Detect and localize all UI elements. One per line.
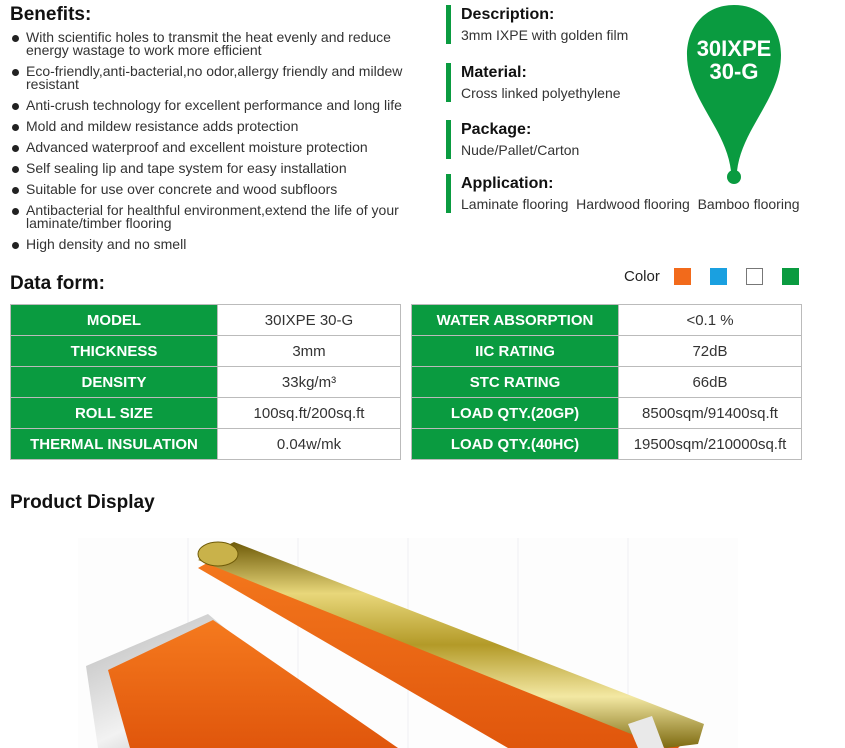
table-key: LOAD QTY.(40HC) <box>412 429 619 460</box>
table-value: 33kg/m³ <box>218 367 401 398</box>
table-value: 8500sqm/91400sq.ft <box>619 398 802 429</box>
map-pin-icon <box>684 3 784 189</box>
benefits-title: Benefits: <box>10 4 92 25</box>
table-row <box>412 305 802 336</box>
benefit-item: Anti-crush technology for excellent performance and long life <box>10 99 435 112</box>
spec-application-value: Laminate flooring Hardwood flooring Bamboo flooring <box>461 196 800 212</box>
spec-application-title: Application: <box>461 175 554 192</box>
spec-description-value: 3mm IXPE with golden film <box>461 27 629 43</box>
badge-line2: 30-G <box>709 59 759 84</box>
benefits-list <box>10 31 435 259</box>
spec-material-title: Material: <box>461 64 527 81</box>
model-badge <box>684 3 784 189</box>
spec-package-value: Nude/Pallet/Carton <box>461 142 580 158</box>
spec-table-left <box>10 304 401 460</box>
product-display-title: Product Display <box>10 492 155 513</box>
spec-description <box>446 5 628 44</box>
table-row <box>11 336 401 367</box>
table-key: STC RATING <box>412 367 619 398</box>
table-key: THICKNESS <box>11 336 218 367</box>
data-form-title: Data form: <box>10 273 106 294</box>
table-value: 30IXPE 30-G <box>218 305 401 336</box>
color-swatch-green <box>782 268 799 285</box>
color-swatch-orange <box>674 268 691 285</box>
benefit-item: High density and no smell <box>10 238 435 251</box>
table-value: <0.1 % <box>619 305 802 336</box>
table-row <box>412 336 802 367</box>
table-value: 100sq.ft/200sq.ft <box>218 398 401 429</box>
table-value: 66dB <box>619 367 802 398</box>
table-value: 0.04w/mk <box>218 429 401 460</box>
table-row <box>412 367 802 398</box>
color-swatch-white <box>746 268 763 285</box>
spec-material <box>446 63 621 102</box>
table-row <box>412 429 802 460</box>
table-key: LOAD QTY.(20GP) <box>412 398 619 429</box>
table-key: DENSITY <box>11 367 218 398</box>
spec-description-title: Description: <box>461 6 555 23</box>
benefit-item: Antibacterial for healthful environment,extend the life of your laminate/timber flooring <box>10 204 435 230</box>
table-key: ROLL SIZE <box>11 398 218 429</box>
table-row <box>11 429 401 460</box>
spec-package <box>446 120 579 159</box>
table-key: MODEL <box>11 305 218 336</box>
table-key: WATER ABSORPTION <box>412 305 619 336</box>
table-row <box>11 398 401 429</box>
table-value: 3mm <box>218 336 401 367</box>
benefit-item: Eco-friendly,anti-bacterial,no odor,allergy friendly and mildew resistant <box>10 65 435 91</box>
spec-table-right <box>411 304 802 460</box>
spec-package-title: Package: <box>461 121 532 138</box>
table-row <box>11 367 401 398</box>
benefit-item: Self sealing lip and tape system for easy installation <box>10 162 435 175</box>
product-roll-image <box>38 538 786 748</box>
benefit-item: With scientific holes to transmit the heat evenly and reduce energy wastage to work more efficient <box>10 31 435 57</box>
table-row <box>412 398 802 429</box>
color-label: Color <box>624 268 660 285</box>
benefit-item: Suitable for use over concrete and wood subfloors <box>10 183 435 196</box>
benefit-item: Mold and mildew resistance adds protection <box>10 120 435 133</box>
table-key: THERMAL INSULATION <box>11 429 218 460</box>
table-value: 72dB <box>619 336 802 367</box>
table-row <box>11 305 401 336</box>
underlay-roll-illustration <box>38 538 786 748</box>
spec-material-value: Cross linked polyethylene <box>461 85 621 101</box>
color-swatch-blue <box>710 268 727 285</box>
badge-line1: 30IXPE <box>696 36 772 61</box>
color-swatches <box>624 268 818 285</box>
table-value: 19500sqm/210000sq.ft <box>619 429 802 460</box>
benefit-item: Advanced waterproof and excellent moisture protection <box>10 141 435 154</box>
table-key: IIC RATING <box>412 336 619 367</box>
